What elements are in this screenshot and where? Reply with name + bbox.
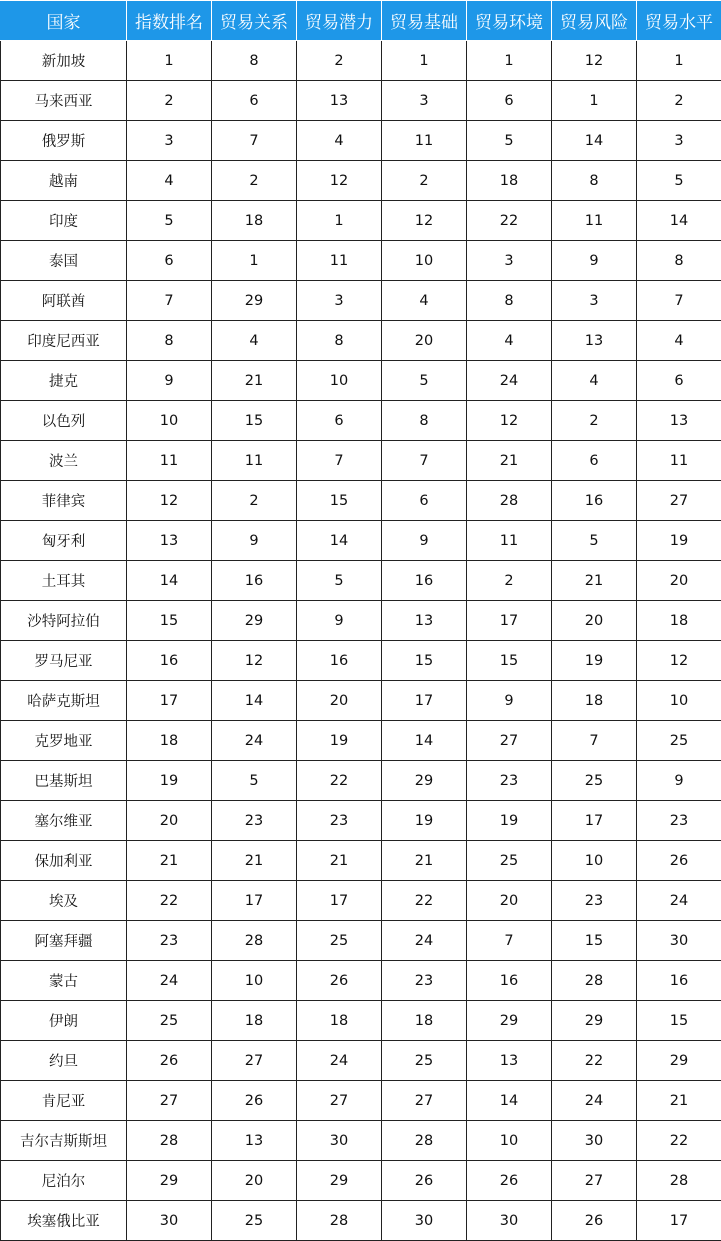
- header-country: 国家: [1, 1, 127, 41]
- cell-trade-level: 17: [637, 1201, 721, 1241]
- cell-index-rank: 8: [127, 321, 212, 361]
- cell-trade-foundation: 20: [382, 321, 467, 361]
- cell-trade-level: 10: [637, 681, 721, 721]
- cell-trade-relations: 25: [212, 1201, 297, 1241]
- table-row: [1, 361, 721, 401]
- cell-trade-potential: 9: [297, 601, 382, 641]
- cell-country: 尼泊尔: [1, 1161, 127, 1201]
- cell-trade-relations: 9: [212, 521, 297, 561]
- table-row: [1, 761, 721, 801]
- cell-trade-potential: 15: [297, 481, 382, 521]
- cell-trade-environment: 25: [467, 841, 552, 881]
- cell-trade-foundation: 15: [382, 641, 467, 681]
- header-index-rank: 指数排名: [127, 1, 212, 41]
- cell-trade-level: 16: [637, 961, 721, 1001]
- cell-index-rank: 16: [127, 641, 212, 681]
- cell-trade-potential: 30: [297, 1121, 382, 1161]
- cell-trade-foundation: 19: [382, 801, 467, 841]
- cell-trade-risk: 1: [552, 81, 637, 121]
- cell-trade-environment: 26: [467, 1161, 552, 1201]
- cell-index-rank: 1: [127, 41, 212, 81]
- cell-trade-foundation: 6: [382, 481, 467, 521]
- cell-trade-relations: 21: [212, 361, 297, 401]
- cell-trade-environment: 12: [467, 401, 552, 441]
- cell-country: 克罗地亚: [1, 721, 127, 761]
- cell-country: 印度: [1, 201, 127, 241]
- cell-country: 沙特阿拉伯: [1, 601, 127, 641]
- cell-trade-environment: 28: [467, 481, 552, 521]
- cell-trade-risk: 11: [552, 201, 637, 241]
- cell-trade-environment: 20: [467, 881, 552, 921]
- cell-trade-foundation: 29: [382, 761, 467, 801]
- cell-index-rank: 28: [127, 1121, 212, 1161]
- cell-trade-potential: 16: [297, 641, 382, 681]
- cell-trade-environment: 19: [467, 801, 552, 841]
- table-row: [1, 1081, 721, 1121]
- cell-trade-risk: 19: [552, 641, 637, 681]
- cell-trade-foundation: 16: [382, 561, 467, 601]
- cell-trade-level: 11: [637, 441, 721, 481]
- cell-trade-potential: 12: [297, 161, 382, 201]
- cell-trade-potential: 25: [297, 921, 382, 961]
- cell-trade-risk: 23: [552, 881, 637, 921]
- cell-trade-level: 4: [637, 321, 721, 361]
- cell-index-rank: 24: [127, 961, 212, 1001]
- cell-trade-foundation: 22: [382, 881, 467, 921]
- cell-trade-foundation: 12: [382, 201, 467, 241]
- cell-country: 保加利亚: [1, 841, 127, 881]
- cell-trade-foundation: 11: [382, 121, 467, 161]
- cell-trade-risk: 3: [552, 281, 637, 321]
- cell-trade-risk: 21: [552, 561, 637, 601]
- cell-trade-relations: 27: [212, 1041, 297, 1081]
- cell-trade-relations: 29: [212, 601, 297, 641]
- cell-trade-relations: 21: [212, 841, 297, 881]
- table-row: [1, 841, 721, 881]
- cell-trade-potential: 19: [297, 721, 382, 761]
- table-header-row: [1, 1, 721, 41]
- cell-trade-relations: 15: [212, 401, 297, 441]
- cell-trade-foundation: 8: [382, 401, 467, 441]
- cell-trade-relations: 11: [212, 441, 297, 481]
- header-trade-potential: 贸易潜力: [297, 1, 382, 41]
- table-row: [1, 561, 721, 601]
- cell-trade-risk: 18: [552, 681, 637, 721]
- table-row: [1, 961, 721, 1001]
- cell-trade-level: 22: [637, 1121, 721, 1161]
- cell-trade-relations: 7: [212, 121, 297, 161]
- cell-trade-level: 24: [637, 881, 721, 921]
- cell-trade-potential: 26: [297, 961, 382, 1001]
- table-row: [1, 281, 721, 321]
- cell-index-rank: 23: [127, 921, 212, 961]
- cell-trade-level: 21: [637, 1081, 721, 1121]
- cell-trade-relations: 20: [212, 1161, 297, 1201]
- cell-country: 伊朗: [1, 1001, 127, 1041]
- cell-trade-foundation: 13: [382, 601, 467, 641]
- cell-trade-level: 2: [637, 81, 721, 121]
- cell-trade-potential: 14: [297, 521, 382, 561]
- table-row: [1, 1041, 721, 1081]
- cell-trade-potential: 2: [297, 41, 382, 81]
- cell-index-rank: 11: [127, 441, 212, 481]
- cell-trade-relations: 18: [212, 1001, 297, 1041]
- cell-trade-potential: 5: [297, 561, 382, 601]
- cell-index-rank: 14: [127, 561, 212, 601]
- cell-index-rank: 20: [127, 801, 212, 841]
- cell-trade-risk: 28: [552, 961, 637, 1001]
- cell-trade-level: 20: [637, 561, 721, 601]
- cell-trade-potential: 17: [297, 881, 382, 921]
- cell-trade-potential: 28: [297, 1201, 382, 1241]
- cell-trade-level: 12: [637, 641, 721, 681]
- cell-country: 塞尔维亚: [1, 801, 127, 841]
- cell-trade-level: 6: [637, 361, 721, 401]
- table-row: [1, 121, 721, 161]
- cell-index-rank: 26: [127, 1041, 212, 1081]
- cell-trade-level: 7: [637, 281, 721, 321]
- cell-trade-environment: 3: [467, 241, 552, 281]
- cell-trade-level: 13: [637, 401, 721, 441]
- cell-trade-foundation: 18: [382, 1001, 467, 1041]
- cell-trade-environment: 5: [467, 121, 552, 161]
- cell-trade-relations: 2: [212, 161, 297, 201]
- cell-trade-risk: 20: [552, 601, 637, 641]
- cell-index-rank: 9: [127, 361, 212, 401]
- cell-country: 匈牙利: [1, 521, 127, 561]
- cell-trade-level: 27: [637, 481, 721, 521]
- cell-trade-level: 30: [637, 921, 721, 961]
- cell-trade-relations: 13: [212, 1121, 297, 1161]
- cell-trade-risk: 27: [552, 1161, 637, 1201]
- cell-country: 捷克: [1, 361, 127, 401]
- cell-trade-risk: 12: [552, 41, 637, 81]
- cell-trade-relations: 23: [212, 801, 297, 841]
- cell-index-rank: 27: [127, 1081, 212, 1121]
- cell-trade-risk: 4: [552, 361, 637, 401]
- cell-trade-environment: 22: [467, 201, 552, 241]
- table-row: [1, 681, 721, 721]
- cell-country: 肯尼亚: [1, 1081, 127, 1121]
- cell-trade-risk: 9: [552, 241, 637, 281]
- cell-index-rank: 2: [127, 81, 212, 121]
- cell-trade-level: 9: [637, 761, 721, 801]
- cell-trade-environment: 13: [467, 1041, 552, 1081]
- cell-country: 蒙古: [1, 961, 127, 1001]
- cell-trade-environment: 21: [467, 441, 552, 481]
- cell-trade-potential: 3: [297, 281, 382, 321]
- cell-trade-foundation: 2: [382, 161, 467, 201]
- cell-trade-level: 15: [637, 1001, 721, 1041]
- cell-trade-environment: 1: [467, 41, 552, 81]
- cell-trade-risk: 5: [552, 521, 637, 561]
- cell-trade-foundation: 27: [382, 1081, 467, 1121]
- cell-index-rank: 10: [127, 401, 212, 441]
- cell-trade-level: 28: [637, 1161, 721, 1201]
- cell-trade-risk: 16: [552, 481, 637, 521]
- table-row: [1, 1201, 721, 1241]
- cell-country: 罗马尼亚: [1, 641, 127, 681]
- cell-country: 俄罗斯: [1, 121, 127, 161]
- cell-index-rank: 30: [127, 1201, 212, 1241]
- cell-trade-risk: 8: [552, 161, 637, 201]
- cell-country: 菲律宾: [1, 481, 127, 521]
- cell-trade-foundation: 17: [382, 681, 467, 721]
- table-row: [1, 81, 721, 121]
- table-row: [1, 241, 721, 281]
- cell-trade-foundation: 3: [382, 81, 467, 121]
- cell-trade-potential: 22: [297, 761, 382, 801]
- cell-trade-foundation: 21: [382, 841, 467, 881]
- cell-country: 吉尔吉斯斯坦: [1, 1121, 127, 1161]
- cell-trade-relations: 12: [212, 641, 297, 681]
- table-row: [1, 401, 721, 441]
- cell-trade-foundation: 14: [382, 721, 467, 761]
- cell-country: 阿联酋: [1, 281, 127, 321]
- cell-trade-environment: 8: [467, 281, 552, 321]
- cell-trade-foundation: 1: [382, 41, 467, 81]
- header-trade-relations: 贸易关系: [212, 1, 297, 41]
- cell-index-rank: 15: [127, 601, 212, 641]
- table-row: [1, 441, 721, 481]
- cell-trade-environment: 27: [467, 721, 552, 761]
- cell-trade-potential: 27: [297, 1081, 382, 1121]
- cell-trade-environment: 29: [467, 1001, 552, 1041]
- cell-country: 阿塞拜疆: [1, 921, 127, 961]
- cell-trade-environment: 14: [467, 1081, 552, 1121]
- cell-country: 哈萨克斯坦: [1, 681, 127, 721]
- cell-trade-potential: 13: [297, 81, 382, 121]
- cell-trade-potential: 11: [297, 241, 382, 281]
- cell-country: 马来西亚: [1, 81, 127, 121]
- cell-trade-environment: 30: [467, 1201, 552, 1241]
- cell-trade-relations: 26: [212, 1081, 297, 1121]
- cell-trade-risk: 2: [552, 401, 637, 441]
- cell-trade-risk: 13: [552, 321, 637, 361]
- cell-trade-risk: 25: [552, 761, 637, 801]
- cell-country: 巴基斯坦: [1, 761, 127, 801]
- cell-trade-potential: 29: [297, 1161, 382, 1201]
- cell-trade-level: 23: [637, 801, 721, 841]
- table-row: [1, 201, 721, 241]
- cell-trade-foundation: 30: [382, 1201, 467, 1241]
- cell-trade-environment: 23: [467, 761, 552, 801]
- cell-index-rank: 18: [127, 721, 212, 761]
- cell-trade-environment: 18: [467, 161, 552, 201]
- cell-trade-foundation: 9: [382, 521, 467, 561]
- cell-trade-risk: 10: [552, 841, 637, 881]
- cell-trade-level: 5: [637, 161, 721, 201]
- cell-trade-foundation: 25: [382, 1041, 467, 1081]
- cell-trade-environment: 24: [467, 361, 552, 401]
- cell-trade-potential: 24: [297, 1041, 382, 1081]
- cell-trade-relations: 16: [212, 561, 297, 601]
- cell-trade-relations: 18: [212, 201, 297, 241]
- cell-country: 越南: [1, 161, 127, 201]
- cell-trade-foundation: 28: [382, 1121, 467, 1161]
- cell-country: 印度尼西亚: [1, 321, 127, 361]
- cell-index-rank: 13: [127, 521, 212, 561]
- cell-trade-foundation: 7: [382, 441, 467, 481]
- cell-index-rank: 22: [127, 881, 212, 921]
- header-trade-foundation: 贸易基础: [382, 1, 467, 41]
- cell-index-rank: 21: [127, 841, 212, 881]
- cell-trade-relations: 2: [212, 481, 297, 521]
- table-row: [1, 881, 721, 921]
- cell-trade-foundation: 23: [382, 961, 467, 1001]
- table-row: [1, 481, 721, 521]
- cell-index-rank: 29: [127, 1161, 212, 1201]
- cell-trade-environment: 11: [467, 521, 552, 561]
- header-trade-environment: 贸易环境: [467, 1, 552, 41]
- header-trade-risk: 贸易风险: [552, 1, 637, 41]
- cell-trade-potential: 21: [297, 841, 382, 881]
- cell-trade-relations: 29: [212, 281, 297, 321]
- cell-index-rank: 7: [127, 281, 212, 321]
- cell-country: 波兰: [1, 441, 127, 481]
- cell-trade-environment: 9: [467, 681, 552, 721]
- table-row: [1, 721, 721, 761]
- cell-trade-environment: 16: [467, 961, 552, 1001]
- cell-country: 以色列: [1, 401, 127, 441]
- cell-trade-foundation: 24: [382, 921, 467, 961]
- cell-trade-level: 29: [637, 1041, 721, 1081]
- table-row: [1, 161, 721, 201]
- table-row: [1, 41, 721, 81]
- cell-country: 土耳其: [1, 561, 127, 601]
- cell-trade-risk: 6: [552, 441, 637, 481]
- cell-trade-environment: 6: [467, 81, 552, 121]
- cell-index-rank: 25: [127, 1001, 212, 1041]
- cell-index-rank: 5: [127, 201, 212, 241]
- header-trade-level: 贸易水平: [637, 1, 721, 41]
- table-row: [1, 601, 721, 641]
- cell-index-rank: 4: [127, 161, 212, 201]
- table-row: [1, 321, 721, 361]
- table-row: [1, 921, 721, 961]
- table-row: [1, 521, 721, 561]
- cell-trade-potential: 1: [297, 201, 382, 241]
- cell-country: 埃及: [1, 881, 127, 921]
- cell-index-rank: 6: [127, 241, 212, 281]
- cell-trade-risk: 7: [552, 721, 637, 761]
- cell-trade-relations: 10: [212, 961, 297, 1001]
- cell-index-rank: 19: [127, 761, 212, 801]
- cell-trade-risk: 17: [552, 801, 637, 841]
- cell-trade-level: 1: [637, 41, 721, 81]
- cell-trade-level: 26: [637, 841, 721, 881]
- cell-trade-environment: 2: [467, 561, 552, 601]
- cell-index-rank: 3: [127, 121, 212, 161]
- cell-trade-potential: 7: [297, 441, 382, 481]
- cell-trade-relations: 1: [212, 241, 297, 281]
- cell-trade-level: 18: [637, 601, 721, 641]
- cell-trade-risk: 15: [552, 921, 637, 961]
- cell-trade-potential: 4: [297, 121, 382, 161]
- cell-trade-relations: 5: [212, 761, 297, 801]
- cell-trade-foundation: 26: [382, 1161, 467, 1201]
- table-row: [1, 1161, 721, 1201]
- cell-trade-relations: 28: [212, 921, 297, 961]
- cell-trade-environment: 4: [467, 321, 552, 361]
- cell-trade-potential: 6: [297, 401, 382, 441]
- cell-trade-relations: 17: [212, 881, 297, 921]
- cell-trade-environment: 7: [467, 921, 552, 961]
- cell-trade-potential: 20: [297, 681, 382, 721]
- cell-trade-level: 14: [637, 201, 721, 241]
- cell-trade-potential: 23: [297, 801, 382, 841]
- cell-country: 约旦: [1, 1041, 127, 1081]
- cell-trade-level: 25: [637, 721, 721, 761]
- cell-trade-risk: 26: [552, 1201, 637, 1241]
- cell-trade-risk: 29: [552, 1001, 637, 1041]
- cell-trade-foundation: 4: [382, 281, 467, 321]
- table-body: [1, 41, 721, 1241]
- cell-index-rank: 12: [127, 481, 212, 521]
- cell-trade-potential: 10: [297, 361, 382, 401]
- table-row: [1, 1121, 721, 1161]
- cell-trade-potential: 18: [297, 1001, 382, 1041]
- cell-trade-relations: 4: [212, 321, 297, 361]
- cell-trade-environment: 10: [467, 1121, 552, 1161]
- cell-trade-potential: 8: [297, 321, 382, 361]
- cell-trade-relations: 24: [212, 721, 297, 761]
- cell-trade-level: 8: [637, 241, 721, 281]
- cell-trade-foundation: 5: [382, 361, 467, 401]
- table-row: [1, 641, 721, 681]
- cell-trade-risk: 30: [552, 1121, 637, 1161]
- table-row: [1, 801, 721, 841]
- cell-trade-environment: 15: [467, 641, 552, 681]
- cell-country: 新加坡: [1, 41, 127, 81]
- table-row: [1, 1001, 721, 1041]
- cell-trade-risk: 24: [552, 1081, 637, 1121]
- cell-trade-foundation: 10: [382, 241, 467, 281]
- cell-trade-environment: 17: [467, 601, 552, 641]
- cell-trade-risk: 14: [552, 121, 637, 161]
- cell-trade-relations: 6: [212, 81, 297, 121]
- cell-country: 泰国: [1, 241, 127, 281]
- cell-trade-level: 3: [637, 121, 721, 161]
- cell-index-rank: 17: [127, 681, 212, 721]
- cell-trade-relations: 8: [212, 41, 297, 81]
- cell-country: 埃塞俄比亚: [1, 1201, 127, 1241]
- cell-trade-level: 19: [637, 521, 721, 561]
- cell-trade-risk: 22: [552, 1041, 637, 1081]
- cell-trade-relations: 14: [212, 681, 297, 721]
